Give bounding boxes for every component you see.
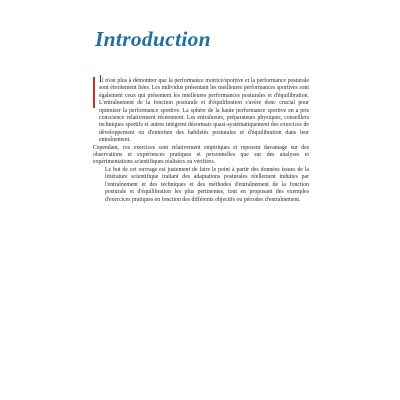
paragraph-3: Le but de cet ouvrage est justement de faire le point à partir des données issues de la littérature scientifique traitant des adaptations posturales réellement induites par l'entraînement et des techniques et des méthodes d'entraînement de la fonction posturale et d'équilibration les plus pertinentes, tout en proposant des exemples d'exercices pratiques en fonction des différents objectifs ou périodes d'entraînement.: [105, 166, 309, 203]
paragraph-1: Il n'est plus à démontrer que la performance motrice/sportive et la performance posturale sont étroitement liées. Les individus présentant les meilleures performances sportives sont également ceux qui présentent les meilleures performances posturales et d'équilibration. L'entraînement de la fonction posturale et d'équilibration s'avère donc crucial pour optimiser la performance sportive. La sphère de la haute performance sportive en a pris conscience relativement récemment. Les entraîneurs, préparateurs physiques, conseillers techniques sportifs et autres intègrent désormais quasi-systématiquement des exercices de développement ou d'entretien des habiletés posturales et d'équilibration dans leur entraînement.: [99, 74, 309, 144]
chapter-title: Introduction: [95, 27, 211, 51]
introduction-body: [93, 76, 309, 204]
paragraph-2: Cependant, ces exercices sont relativement empiriques et reposent davantage sur des observations et expériences pratiques et personnelles que sur des analyses et expérimentations scientifiques réalisées ou vérifiées.: [93, 144, 309, 166]
